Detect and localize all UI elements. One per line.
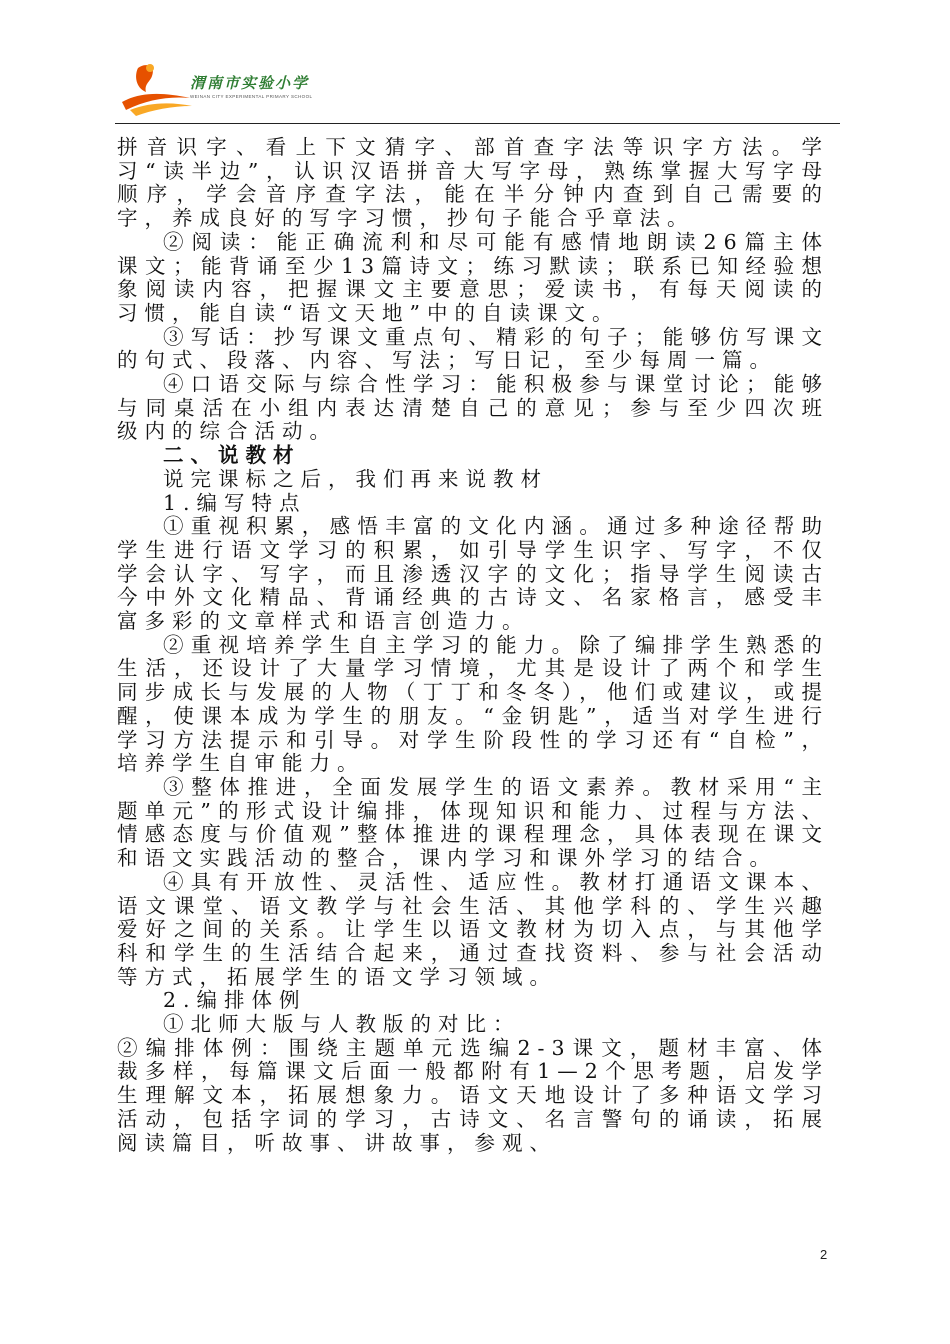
paragraph: ②编排体例：围绕主题单元选编2-3课文，题材丰富、体裁多样，每篇课文后面一般都附有1—2个思考题，启发学生理解文本，拓展想象力。语文天地设计了多种语文学习活动，包括字词的学习，古诗文、名言警句的诵读，拓展阅读篇目，听故事、讲故事，参观、 bbox=[117, 1035, 829, 1155]
document-body bbox=[117, 136, 829, 1155]
paragraph: ①重视积累，感悟丰富的文化内涵。通过多种途径帮助学生进行语文学习的积累，如引导学生识字、写字，不仅学会认字、写字，而且渗透汉字的文化；指导学生阅读古今中外文化精品、背诵经典的古诗文、名家格言，感受丰富多彩的文章样式和语言创造力。 bbox=[117, 514, 829, 634]
school-name bbox=[190, 72, 312, 99]
paragraph: 拼音识字、看上下文猜字、部首查字法等识字方法。学习“读半边”，认识汉语拼音大写字母，熟练掌握大写字母顺序，学会音序查字法，能在半分钟内查到自己需要的字，养成良好的写字习惯，抄句子能合乎章法。 bbox=[117, 135, 829, 231]
section-heading: 二、说教材 bbox=[163, 443, 301, 468]
paragraph: 1.编写特点 bbox=[163, 490, 307, 515]
paragraph: ③整体推进，全面发展学生的语文素养。教材采用“主题单元”的形式设计编排，体现知识和能力、过程与方法、情感态度与价值观”整体推进的课程理念，具体表现在课文和语文实践活动的整合，课内学习和课外学习的结合。 bbox=[117, 774, 829, 871]
paragraph: ③写话：抄写课文重点句、精彩的句子；能够仿写课文的句式、段落、内容、写法；写日记，至少每周一篇。 bbox=[117, 324, 829, 373]
paragraph: ②阅读：能正确流利和尽可能有感情地朗读26篇主体课文；能背诵至少13篇诗文；练习默读；联系已知经验想象阅读内容，把握课文主要意思；爱读书，有每天阅读的习惯，能自读“语文天地”中的自读课文。 bbox=[117, 229, 829, 325]
paragraph: 2.编排体例 bbox=[163, 988, 307, 1013]
paragraph: 说完课标之后，我们再来说教材 bbox=[163, 466, 548, 491]
school-name-en: WEINAN CITY EXPERIMENTAL PRIMARY SCHOOL bbox=[190, 94, 313, 99]
page-header bbox=[110, 58, 840, 123]
paragraph: ④口语交际与综合性学习：能积极参与课堂讨论；能够与同桌活在小组内表达清楚自己的意见；参与至少四次班级内的综合活动。 bbox=[117, 372, 829, 444]
school-logo-icon bbox=[116, 62, 196, 118]
header-divider bbox=[115, 123, 840, 124]
school-name-cn: 渭南市实验小学 bbox=[190, 74, 310, 92]
page-number: 2 bbox=[820, 1247, 828, 1262]
paragraph: ①北师大版与人教版的对比： bbox=[163, 1012, 521, 1037]
paragraph: ②重视培养学生自主学习的能力。除了编排学生熟悉的生活，还设计了大量学习情境，尤其是设计了两个和学生同步成长与发展的人物（丁丁和冬冬），他们或建议，或提醒，使课本成为学生的朋友。“金钥匙”，适当对学生进行学习方法提示和引导。对学生阶段性的学习还有“自检”，培养学生自审能力。 bbox=[117, 632, 829, 776]
paragraph: ④具有开放性、灵活性、适应性。教材打通语文课本、语文课堂、语文教学与社会生活、其他学科的、学生兴趣爱好之间的关系。让学生以语文教材为切入点，与其他学科和学生的生活结合起来，通过查找资料、参与社会活动等方式，拓展学生的语文学习领域。 bbox=[117, 869, 829, 989]
